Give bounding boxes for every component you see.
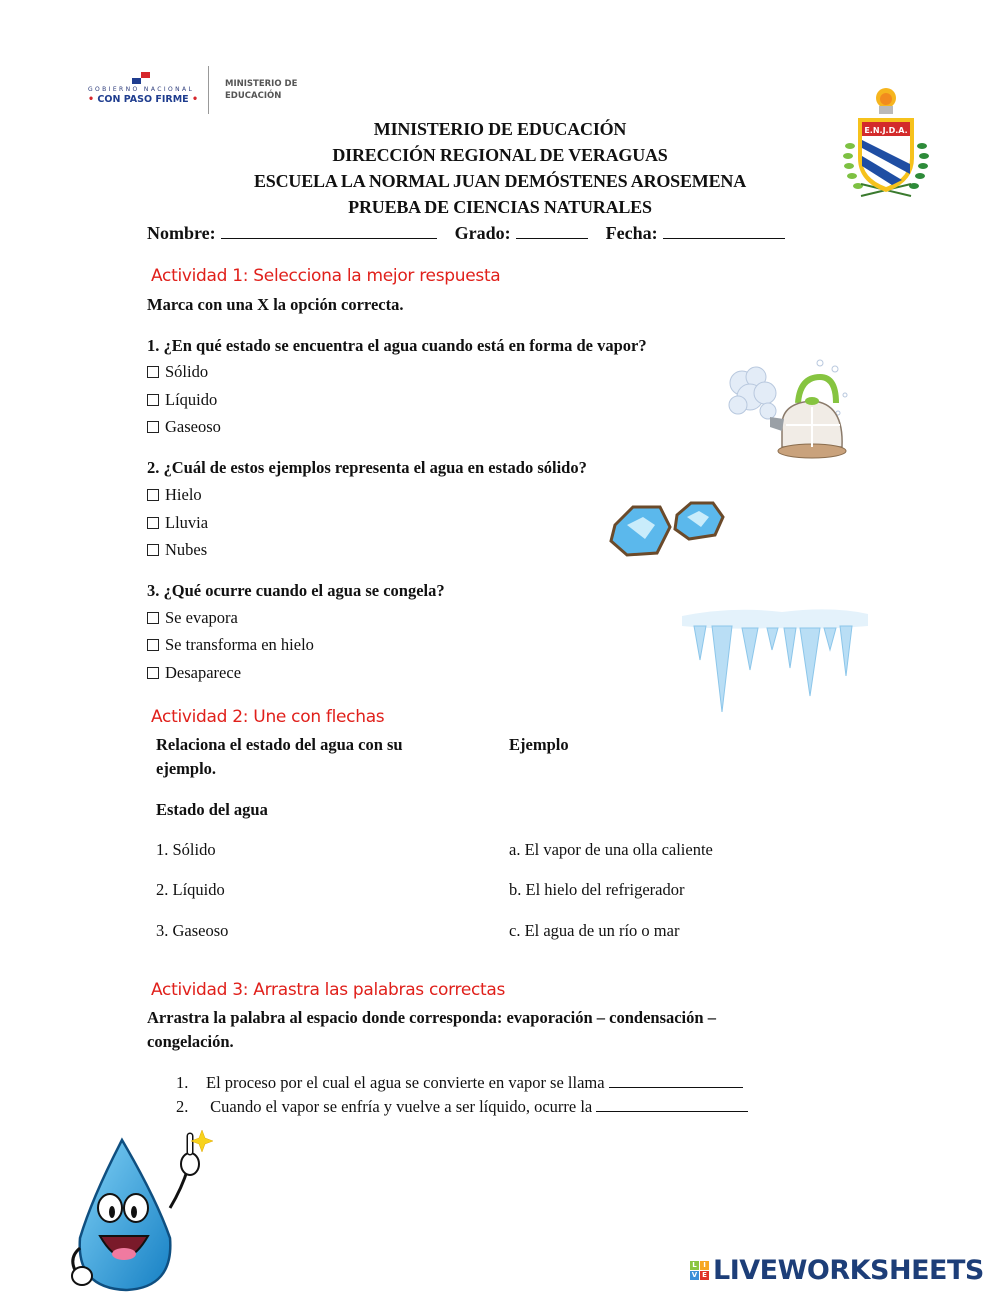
name-field[interactable] [221, 222, 437, 239]
grade-label: Grado: [454, 223, 511, 243]
activity-1-instruction: Marca con una X la opción correcta. [147, 295, 404, 314]
question-1: 1. ¿En qué estado se encuentra el agua cuando está en forma de vapor? [147, 336, 647, 355]
header-test-title: PRUEBA DE CIENCIAS NATURALES [348, 197, 652, 217]
item-text: El proceso por el cual el agua se convierte en vapor se llama [206, 1073, 605, 1092]
live-block-e: E [700, 1271, 709, 1280]
match-left-item-2[interactable]: 2. Líquido [156, 880, 225, 899]
fill-item-2 [176, 1097, 748, 1117]
ice-cubes-icon [605, 495, 730, 565]
live-block-l: L [690, 1261, 699, 1270]
name-label: Nombre: [147, 223, 216, 243]
option-label: Gaseoso [165, 417, 221, 436]
checkbox[interactable] [147, 612, 159, 624]
checkbox[interactable] [147, 544, 159, 556]
item-number: 2. [176, 1097, 189, 1116]
icicles-icon [672, 600, 872, 720]
gov-tagline: • CON PASO FIRME • [88, 94, 199, 105]
column-header-state: Estado del agua [156, 800, 268, 819]
activity-3-instruction-line-1: Arrastra la palabra al espacio donde corresponda: evaporación – condensación – [147, 1008, 716, 1027]
date-field[interactable] [663, 222, 785, 239]
item-text: Cuando el vapor se enfría y vuelve a ser líquido, ocurre la [206, 1097, 593, 1116]
item-number: 1. [176, 1073, 189, 1092]
panama-flag-icon [132, 72, 150, 84]
crest-text: E.N.J.D.A. [864, 126, 908, 135]
gov-tagline-small: GOBIERNO NACIONAL [88, 86, 195, 93]
match-left-item-3[interactable]: 3. Gaseoso [156, 921, 229, 940]
match-left-item-1[interactable]: 1. Sólido [156, 840, 216, 859]
q3-option-2[interactable] [147, 635, 314, 655]
grade-field[interactable] [516, 222, 588, 239]
live-block-v: V [691, 1271, 698, 1279]
drop-zone-2[interactable] [596, 1097, 748, 1112]
checkbox[interactable] [147, 639, 159, 651]
q1-option-2[interactable] [147, 390, 217, 410]
match-right-item-b[interactable]: b. El hielo del refrigerador [509, 880, 685, 899]
activity-3-title: Actividad 3: Arrastra las palabras correctas [151, 980, 506, 1000]
option-label: Nubes [165, 540, 208, 559]
student-info-fields [147, 222, 785, 244]
q3-option-3[interactable] [147, 663, 241, 683]
q2-option-1[interactable] [147, 485, 202, 505]
checkbox[interactable] [147, 366, 159, 378]
kettle-steam-icon [720, 355, 860, 475]
question-3: 3. ¿Qué ocurre cuando el agua se congela? [147, 581, 445, 600]
activity-2-title: Actividad 2: Une con flechas [151, 707, 385, 727]
option-label: Desaparece [165, 663, 242, 682]
column-header-example: Ejemplo [509, 735, 569, 754]
question-2: 2. ¿Cuál de estos ejemplos representa el agua en estado sólido? [147, 458, 587, 477]
option-label: Sólido [165, 362, 209, 381]
government-logo [88, 72, 308, 118]
option-label: Hielo [165, 485, 202, 504]
q3-option-1[interactable] [147, 608, 238, 628]
header-ministry: MINISTERIO DE EDUCACIÓN [373, 119, 627, 139]
q1-option-3[interactable] [147, 417, 221, 437]
checkbox[interactable] [147, 667, 159, 679]
ministry-logo-text [225, 78, 297, 102]
date-label: Fecha: [605, 223, 658, 243]
activity-3-instruction-line-2: congelación. [147, 1032, 234, 1051]
checkbox[interactable] [147, 421, 159, 433]
live-blocks-icon [690, 1261, 709, 1280]
water-drop-mascot-icon [62, 1128, 222, 1294]
option-label: Se transforma en hielo [165, 635, 314, 654]
activity-2-instruction-line-1: Relaciona el estado del agua con su [156, 735, 403, 754]
checkbox[interactable] [147, 489, 159, 501]
live-block-i: I [700, 1261, 709, 1270]
header-school: ESCUELA LA NORMAL JUAN DEMÓSTENES AROSEMENA [254, 171, 746, 191]
drop-zone-1[interactable] [609, 1073, 743, 1088]
option-label: Se evapora [165, 608, 238, 627]
q1-option-1[interactable] [147, 362, 208, 382]
logo-divider [208, 66, 209, 114]
ministry-line-1: MINISTERIO DE [225, 79, 298, 89]
match-right-item-a[interactable]: a. El vapor de una olla caliente [509, 840, 713, 859]
match-right-item-c[interactable]: c. El agua de un río o mar [509, 921, 680, 940]
liveworksheets-brand: LIVEWORKSHEETS [713, 1255, 984, 1286]
gov-tagline-text: CON PASO FIRME [97, 94, 189, 105]
checkbox[interactable] [147, 517, 159, 529]
activity-2-instruction-line-2: ejemplo. [156, 759, 217, 778]
activity-1-title: Actividad 1: Selecciona la mejor respuesta [151, 266, 501, 286]
option-label: Líquido [165, 390, 218, 409]
fill-item-1 [176, 1073, 743, 1093]
ministry-line-2: EDUCACIÓN [225, 91, 282, 101]
liveworksheets-logo [690, 1255, 984, 1286]
header-region: DIRECCIÓN REGIONAL DE VERAGUAS [332, 145, 668, 165]
checkbox[interactable] [147, 394, 159, 406]
q2-option-3[interactable] [147, 540, 207, 560]
option-label: Lluvia [165, 513, 209, 532]
q2-option-2[interactable] [147, 513, 208, 533]
